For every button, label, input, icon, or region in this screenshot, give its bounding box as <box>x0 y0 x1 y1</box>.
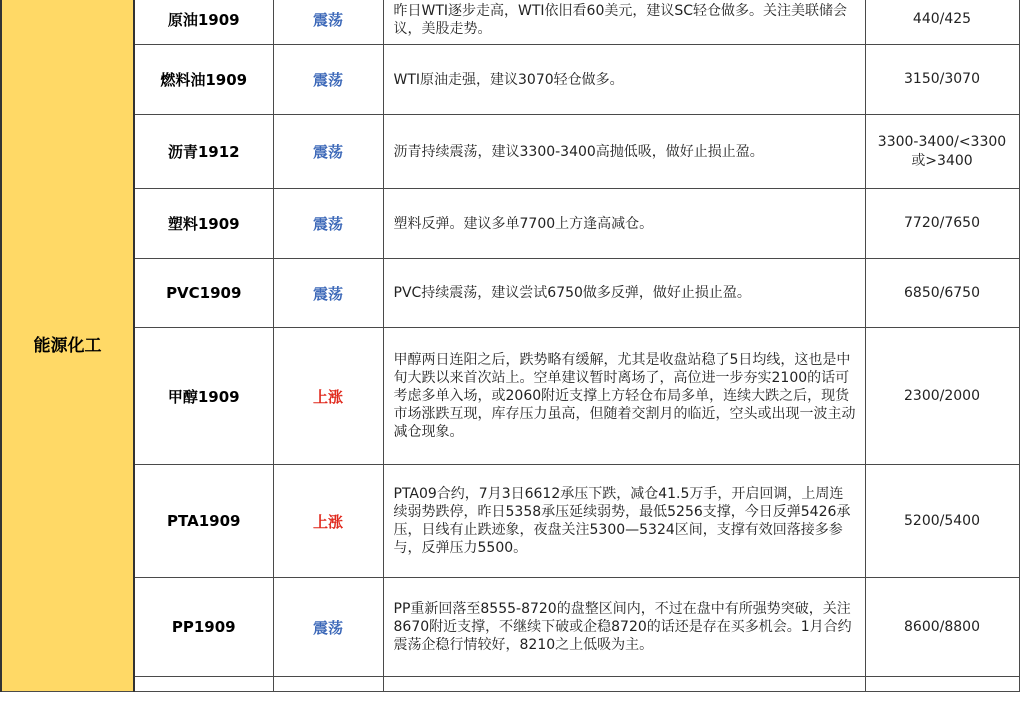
empty-cell <box>273 677 383 692</box>
trend-label: 震荡 <box>273 578 383 677</box>
contract-name: PP1909 <box>134 578 273 677</box>
price-points: 6850/6750 <box>865 259 1019 328</box>
table-row <box>1 328 1019 465</box>
empty-cell <box>865 677 1019 692</box>
sector-label: 能源化工 <box>1 0 134 692</box>
trend-label: 震荡 <box>273 45 383 115</box>
trend-label: 震荡 <box>273 259 383 328</box>
empty-cell <box>383 677 865 692</box>
table-row <box>1 0 1019 45</box>
strategy-comment: PVC持续震荡，建议尝试6750做多反弹，做好止损止盈。 <box>383 259 865 328</box>
price-points: 3150/3070 <box>865 45 1019 115</box>
table-row <box>1 465 1019 578</box>
table-row-partial <box>1 677 1019 692</box>
trend-label: 震荡 <box>273 0 383 45</box>
contract-name: 燃料油1909 <box>134 45 273 115</box>
strategy-comment: 昨日WTI逐步走高，WTI依旧看60美元，建议SC轻仓做多。关注美联储会议，美股走势。 <box>383 0 865 45</box>
strategy-comment: 塑料反弹。建议多单7700上方逢高减仓。 <box>383 189 865 259</box>
trend-label: 震荡 <box>273 189 383 259</box>
contract-name: 原油1909 <box>134 0 273 45</box>
strategy-comment: PP重新回落至8555-8720的盘整区间内，不过在盘中有所强势突破，关注8670附近支撑，不继续下破或企稳8720的话还是存在买多机会。1月合约震荡企稳行情较好，8210之上低吸为主。 <box>383 578 865 677</box>
strategy-comment: 甲醇两日连阳之后，跌势略有缓解，尤其是收盘站稳了5日均线，这也是中旬大跌以来首次站上。空单建议暂时离场了，高位进一步夯实2100的话可考虑多单入场，或2060附近支撑上方轻仓布局多单，连续大跌之后，现货市场涨跌互现，库存压力虽高，但随着交割月的临近，空头或出现一波主动减仓现象。 <box>383 328 865 465</box>
price-points: 440/425 <box>865 0 1019 45</box>
trend-label: 上涨 <box>273 328 383 465</box>
price-points: 8600/8800 <box>865 578 1019 677</box>
contract-name: PTA1909 <box>134 465 273 578</box>
price-points: 2300/2000 <box>865 328 1019 465</box>
price-points: 5200/5400 <box>865 465 1019 578</box>
trend-label: 上涨 <box>273 465 383 578</box>
price-points: 3300-3400/<3300或>3400 <box>865 115 1019 189</box>
table-row <box>1 115 1019 189</box>
strategy-comment: 沥青持续震荡，建议3300-3400高抛低吸，做好止损止盈。 <box>383 115 865 189</box>
empty-cell <box>134 677 273 692</box>
table-row <box>1 259 1019 328</box>
contract-name: 塑料1909 <box>134 189 273 259</box>
contract-name: PVC1909 <box>134 259 273 328</box>
table-row <box>1 45 1019 115</box>
table-row <box>1 578 1019 677</box>
contract-name: 甲醇1909 <box>134 328 273 465</box>
trend-label: 震荡 <box>273 115 383 189</box>
strategy-comment: PTA09合约，7月3日6612承压下跌，减仓41.5万手，开启回调，上周连续弱势跌停，昨日5358承压延续弱势，最低5256支撑，今日反弹5426承压，日线有止跌迹象，夜盘关注5300—5324区间，支撑有效回落接多参与，反弹压力5500。 <box>383 465 865 578</box>
strategy-comment: WTI原油走强，建议3070轻仓做多。 <box>383 45 865 115</box>
table-row <box>1 189 1019 259</box>
price-points: 7720/7650 <box>865 189 1019 259</box>
contract-name: 沥青1912 <box>134 115 273 189</box>
